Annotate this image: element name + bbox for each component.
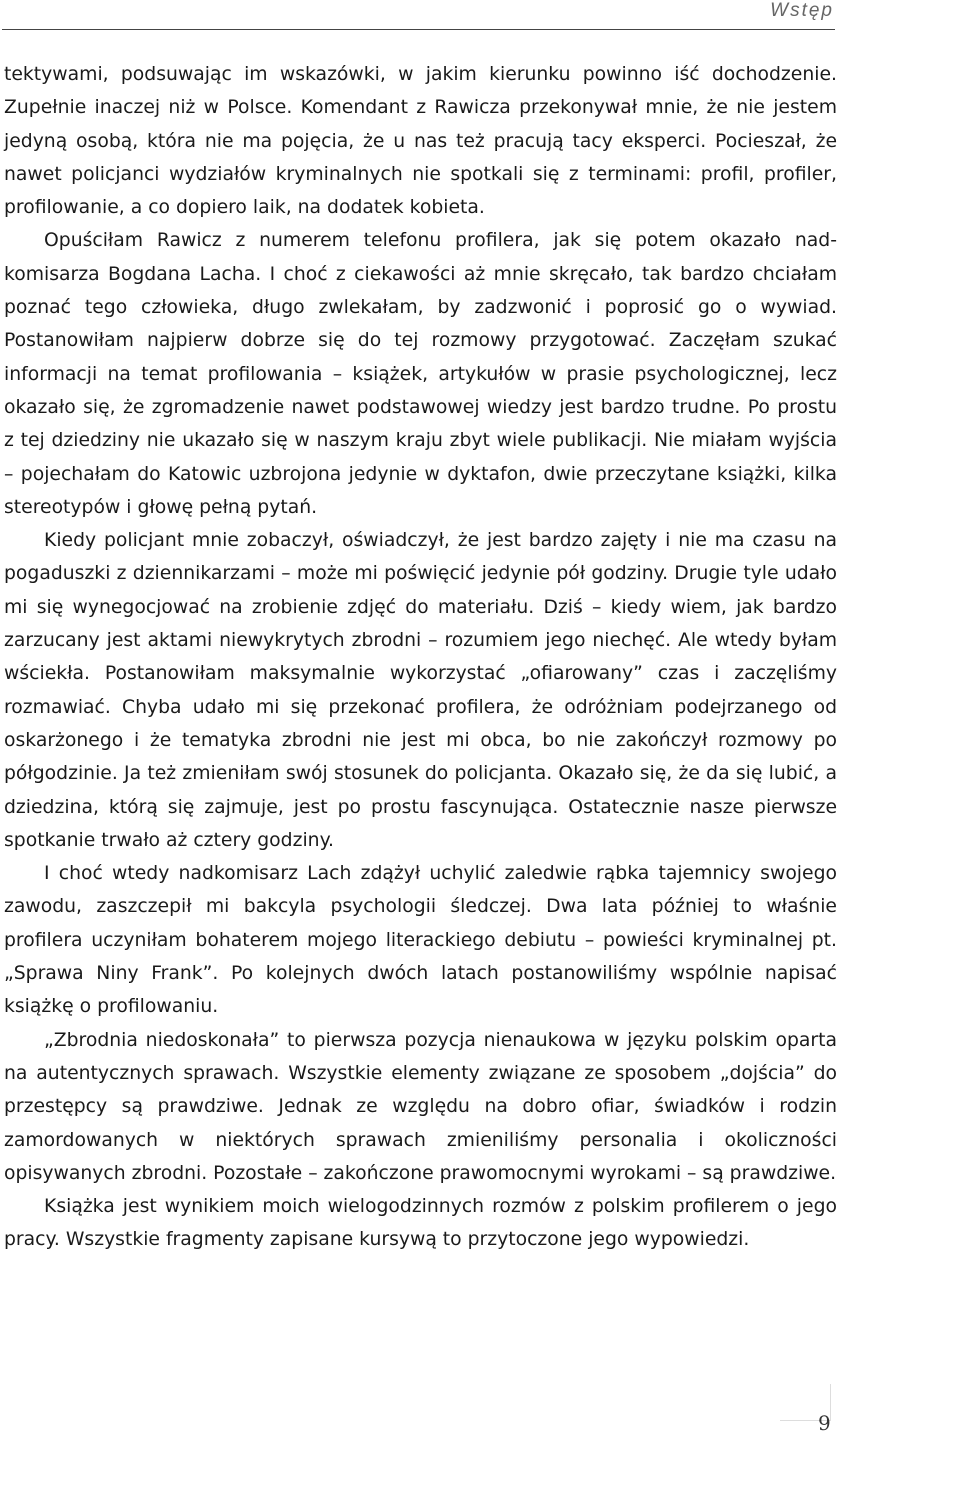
- paragraph-1: tektywami, podsuwając im wskazówki, w jakim kierunku powinno iść dochodzenie. Zupełnie inaczej niż w Polsce. Komendant z Rawicza przekonywał mnie, że nie jestem jedyną osobą, która nie ma pojęcia, że u nas też pracują tacy eksperci. Pocieszał, że nawet policjanci wydziałów kryminalnych nie spotkali się z terminami: profil, profiler, profilowanie, a co dopiero laik, na dodatek kobieta.: [4, 64, 837, 219]
- paragraph-2: Opuściłam Rawicz z numerem telefonu profilera, jak się potem okazało nadkomisarza Bogdana Lacha. I choć z ciekawości aż mnie skręcało, tak bardzo chciałam poznać tego człowieka, długo zwlekałam, by zadzwonić i poprosić go o wywiad. Postanowiłam najpierw dobrze się do tej rozmowy przygotować. Zaczęłam szukać informacji na temat profilowania – książek, artykułów w prasie psychologicznej, lecz okazało się, że zgromadzenie nawet podstawowej wiedzy jest bardzo trudne. Po prostu z tej dziedziny nie ukazało się w naszym kraju zbyt wiele publikacji. Nie miałam wyjścia – pojechałam do Katowic uzbrojona jedynie w dyktafon, dwie przeczytane książki, kilka stereotypów i głowę pełną pytań.: [4, 230, 837, 518]
- paragraph-4: I choć wtedy nadkomisarz Lach zdążył uchylić zaledwie rąbka tajemnicy swojego zawodu, zaszczepił mi bakcyla psychologii śledczej. Dwa lata później to właśnie profilera uczyniłam bohaterem mojego literackiego debiutu – powieści kryminalnej pt. „Sprawa Niny Frank”. Po kolejnych dwóch latach postanowiliśmy wspólnie napisać książkę o profilowaniu.: [4, 863, 837, 1018]
- running-head: Wstęp: [770, 0, 834, 21]
- paragraph-6: Książka jest wynikiem moich wielogodzinnych rozmów z polskim profilerem o jego pracy. Wszystkie fragmenty zapisane kursywą to przytoczone jego wypowiedzi.: [4, 1196, 837, 1251]
- header-rule: [2, 29, 835, 30]
- body-text: [4, 58, 837, 1257]
- page-number: 9: [818, 1411, 831, 1435]
- paragraph-5: „Zbrodnia niedoskonała” to pierwsza pozycja nienaukowa w języku polskim oparta na autentycznych sprawach. Wszystkie elementy związane ze sposobem „dojścia” do przestępcy są prawdziwe. Jednak ze względu na dobro ofiar, świadków i rodzin zamordowanych w niektórych sprawach zmieniliśmy personalia i okoliczności opisywanych zbrodni. Pozostałe – zakończone prawomocnymi wyrokami – są prawdziwe.: [4, 1029, 837, 1184]
- paragraph-3: Kiedy policjant mnie zobaczył, oświadczył, że jest bardzo zajęty i nie ma czasu na pogaduszki z dziennikarzami – może mi poświęcić jedynie pół godziny. Drugie tyle udało mi się wynegocjować na zrobienie zdjęć do materiału. Dziś – kiedy wiem, jak bardzo zarzucany jest aktami niewykrytych zbrodni – rozumiem jego niechęć. Ale wtedy byłam wściekła. Postanowiłam maksymalnie wykorzystać „ofiarowany” czas i zaczęliśmy rozmawiać. Chyba udało mi się przekonać profilera, że odróżniam podejrzanego od oskarżonego i że tematyka zbrodni nie jest mi obca, bo nie zakończył rozmowy po półgodzinie. Ja też zmieniłam swój stosunek do policjanta. Okazało się, że da się lubić, a dziedzina, którą się zajmuje, jest po prostu fascynująca. Ostatecznie nasze pierwsze spotkanie trwało aż cztery godziny.: [4, 530, 837, 851]
